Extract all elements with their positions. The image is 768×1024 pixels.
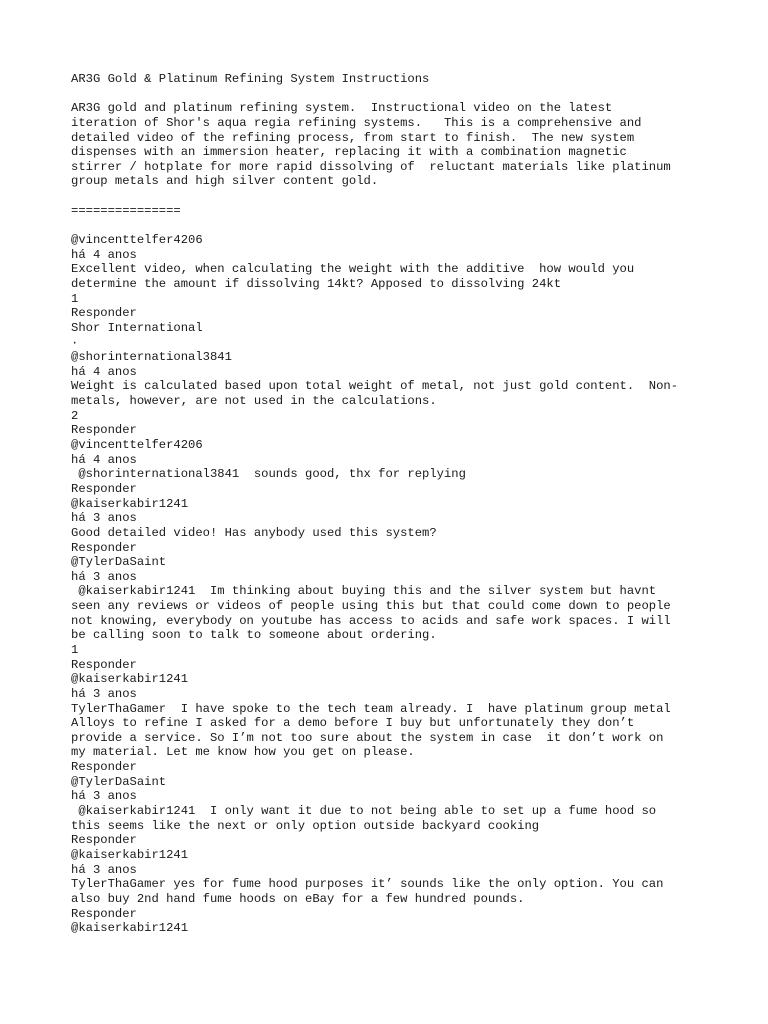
comment-author[interactable]: @shorinternational3841: [71, 350, 232, 365]
comment-text-line: my material. Let me know how you get on please.: [71, 745, 415, 760]
comment-text-line: this seems like the next or only option outside backyard cooking: [71, 818, 540, 833]
comment: [71, 672, 711, 774]
blank-line: [71, 189, 711, 204]
comment: [71, 848, 711, 921]
comment-channel-name[interactable]: Shor International: [71, 320, 203, 335]
reply-button[interactable]: Responder: [71, 760, 137, 775]
comment-likes: 1: [71, 642, 79, 657]
comment-text-line: Excellent video, when calculating the weight with the additive how would you: [71, 262, 635, 277]
comment-likes: 1: [71, 291, 79, 306]
comment-text-line: Alloys to refine I asked for a demo before I buy but unfortunately they don’t: [71, 716, 635, 731]
document-page: [71, 72, 711, 936]
comment-text-line: TylerThaGamer yes for fume hood purposes it’ sounds like the only option. You can: [71, 877, 664, 892]
comment: [71, 438, 711, 497]
comment-time: há 4 anos: [71, 364, 137, 379]
reply-button[interactable]: Responder: [71, 906, 137, 921]
comment-text-line: @kaiserkabir1241 I only want it due to not being able to set up a fume hood so: [71, 804, 657, 819]
comment-text-line: seen any reviews or videos of people using this but that could come down to people: [71, 599, 671, 614]
reply-button[interactable]: Responder: [71, 423, 137, 438]
comment-text-line: also buy 2nd hand fume hoods on eBay for a few hundred pounds.: [71, 891, 525, 906]
separator: ===============: [71, 203, 181, 218]
document-title: AR3G Gold & Platinum Refining System Instructions: [71, 72, 430, 86]
document-description: [71, 101, 711, 189]
reply-button[interactable]: Responder: [71, 657, 137, 672]
comment-text-line: determine the amount if dissolving 14kt? Apposed to dissolving 24kt: [71, 276, 562, 291]
comment-text-line: be calling soon to talk to someone about ordering.: [71, 628, 437, 643]
comment-text-line: Weight is calculated based upon total weight of metal, not just gold content. Non-: [71, 379, 679, 394]
description-line: AR3G gold and platinum refining system. Instructional video on the latest: [71, 101, 613, 116]
comment-author[interactable]: @vincenttelfer4206: [71, 438, 203, 453]
reply-button[interactable]: Responder: [71, 306, 137, 321]
comment-text-line: not knowing, everybody on youtube has access to acids and safe work spaces. I will: [71, 613, 671, 628]
comment-time: há 3 anos: [71, 511, 137, 526]
comment-time: há 4 anos: [71, 247, 137, 262]
comment-author[interactable]: @kaiserkabir1241: [71, 496, 189, 511]
comment-text-line: @shorinternational3841 sounds good, thx for replying: [71, 467, 466, 482]
reply-button[interactable]: Responder: [71, 540, 137, 555]
comment-author[interactable]: @kaiserkabir1241: [71, 921, 189, 936]
comment-text-line: TylerThaGamer I have spoke to the tech team already. I have platinum group metal: [71, 701, 671, 716]
reply-button[interactable]: Responder: [71, 833, 137, 848]
comment: [71, 775, 711, 848]
reply-button[interactable]: Responder: [71, 481, 137, 496]
comment-text-line: @kaiserkabir1241 Im thinking about buying this and the silver system but havnt: [71, 584, 657, 599]
comment-author[interactable]: @TylerDaSaint: [71, 555, 167, 570]
comment-separator-dot: ·: [71, 335, 79, 350]
comment: [71, 921, 711, 936]
description-line: stirrer / hotplate for more rapid dissolving of reluctant materials like platinum: [71, 159, 671, 174]
comment-author[interactable]: @kaiserkabir1241: [71, 672, 189, 687]
blank-line: [71, 218, 711, 233]
comment-text-line: Good detailed video! Has anybody used this system?: [71, 525, 437, 540]
comment-author[interactable]: @vincenttelfer4206: [71, 233, 203, 248]
comment-author[interactable]: @kaiserkabir1241: [71, 847, 189, 862]
description-line: dispenses with an immersion heater, replacing it with a combination magnetic: [71, 145, 627, 160]
comment-likes: 2: [71, 408, 79, 423]
description-line: detailed video of the refining process, from start to finish. The new system: [71, 130, 635, 145]
comment-text-line: metals, however, are not used in the calculations.: [71, 394, 437, 409]
comment-time: há 4 anos: [71, 452, 137, 467]
comment: [71, 321, 711, 438]
comment-text-line: provide a service. So I’m not too sure about the system in case it don’t work on: [71, 730, 664, 745]
comment: [71, 233, 711, 321]
description-line: iteration of Shor's aqua regia refining systems. This is a comprehensive and: [71, 115, 642, 130]
comment: [71, 497, 711, 556]
comment: [71, 555, 711, 672]
comment-time: há 3 anos: [71, 789, 137, 804]
description-line: group metals and high silver content gold.: [71, 174, 379, 189]
comment-time: há 3 anos: [71, 862, 137, 877]
comment-time: há 3 anos: [71, 569, 137, 584]
blank-line: [71, 87, 711, 102]
comment-time: há 3 anos: [71, 686, 137, 701]
comment-author[interactable]: @TylerDaSaint: [71, 774, 167, 789]
